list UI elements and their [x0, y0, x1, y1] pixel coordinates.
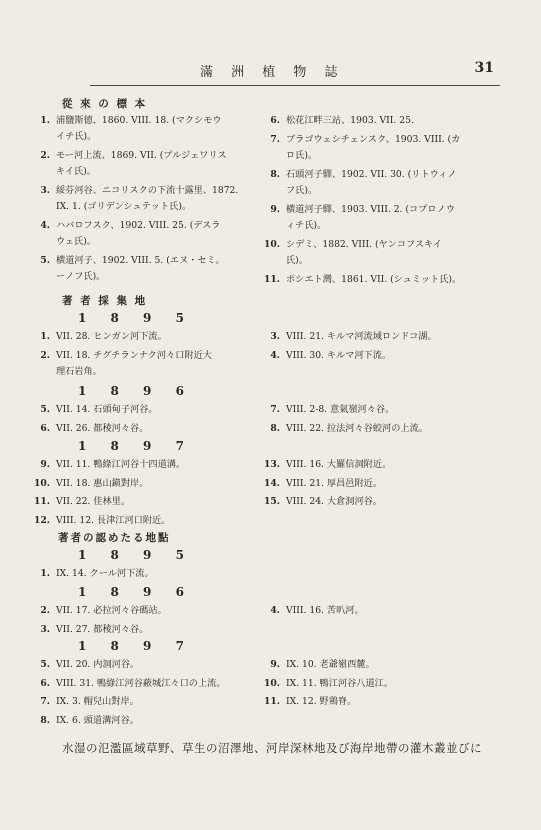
- item-text: VII. 14. 石頭甸子河谷。: [56, 404, 158, 415]
- item-text-continued: 理石岩角。: [56, 365, 102, 377]
- list-item: [32, 676, 226, 692]
- item-text: VII. 18. 惠山鎭對岸。: [56, 477, 149, 489]
- item-text: VII. 26. 都稜河々谷。: [56, 422, 149, 434]
- running-header: [90, 55, 500, 86]
- item-text: IX. 3. 帽兒山對岸。: [56, 696, 139, 707]
- list-item: [32, 622, 148, 638]
- item-text: IX. 12. 野鶏脊。: [286, 696, 357, 707]
- item-number: 10.: [264, 677, 280, 689]
- item-text: モー河上流、1869. VII. (プルジェワリス: [56, 150, 227, 161]
- item-number: 2.: [40, 605, 50, 616]
- item-text: 石頭河子驛、1902. VII. 30. (リトウィノ: [286, 168, 457, 180]
- item-number: 3.: [40, 185, 50, 196]
- item-text: 浦鹽斯德、1860. VIII. 18. (マクシモウ: [56, 115, 222, 126]
- list-item: [32, 148, 227, 180]
- item-text: VIII. 31. 鴨綠江河谷蔽城江々口の上流。: [56, 677, 226, 689]
- item-text-continued: ウェ氏)。: [56, 236, 96, 247]
- list-item: [32, 421, 148, 437]
- item-number: 10.: [264, 238, 280, 250]
- item-text: VII. 22. 佳林里。: [56, 496, 131, 507]
- year-1895-observed: 1 8 9 5: [78, 548, 194, 562]
- item-text: VIII. 16. 大羅信洞附近。: [286, 459, 392, 470]
- item-number: 3.: [270, 331, 280, 342]
- item-text: シデミ、1882. VIII. (ヤンコフスキイ: [286, 238, 443, 250]
- item-number: 2.: [40, 349, 50, 361]
- item-text: VIII. 21. 厚昌邑附近。: [286, 477, 383, 489]
- list-item: [32, 657, 139, 673]
- item-text-continued: 氏)。: [286, 254, 308, 266]
- list-item: [32, 566, 154, 582]
- item-number: 1.: [40, 331, 50, 342]
- item-number: 3.: [40, 623, 50, 635]
- item-number: 5.: [40, 659, 50, 670]
- item-text-continued: フ氏)。: [286, 184, 318, 196]
- list-item: [262, 402, 394, 418]
- item-number: 11.: [34, 496, 50, 507]
- item-text-continued: イチ氏)。: [56, 131, 97, 142]
- list-item: [32, 476, 148, 492]
- item-number: 9.: [270, 659, 280, 670]
- item-number: 7.: [270, 133, 280, 145]
- item-number: 11.: [264, 273, 280, 285]
- list-item: [262, 132, 460, 164]
- header-title: 滿 洲 植 物 誌: [200, 65, 345, 80]
- item-text: VIII. 22. 拉法河々谷蛟河の上流。: [286, 422, 428, 434]
- item-number: 1.: [40, 568, 50, 579]
- item-text: VIII. 24. 大倉洞河谷。: [286, 496, 383, 507]
- list-item: [32, 713, 139, 729]
- list-item: [32, 457, 185, 473]
- year-1897: 1 8 9 7: [78, 439, 194, 453]
- list-item: [32, 113, 222, 145]
- item-text: ポシエト灣、1861. VII. (シュミット氏)。: [286, 273, 462, 285]
- item-text: VII. 17. 必拉河々谷碼站。: [56, 605, 167, 616]
- list-item: [32, 694, 139, 710]
- item-text: 綏芬河谷、ニコリスクの下流十露里、1872.: [56, 185, 239, 196]
- item-text-continued: キイ氏)。: [56, 166, 96, 177]
- item-text: 横道河子驛、1903. VIII. 2. (コプロノウ: [286, 203, 455, 215]
- section-heading-collected: 著 者 採 集 地: [62, 295, 148, 307]
- item-text: VII. 27. 都稜河々谷。: [56, 623, 149, 635]
- list-item: [262, 603, 364, 619]
- item-number: 1.: [40, 115, 50, 126]
- item-number: 12.: [34, 514, 50, 526]
- list-item: [32, 603, 167, 619]
- item-number: 6.: [270, 115, 280, 126]
- item-text: VII. 18. チグチランナク河々口附近大: [56, 349, 212, 361]
- list-item: [32, 183, 238, 215]
- list-item: [262, 676, 393, 692]
- item-number: 10.: [34, 477, 50, 489]
- item-text: VII. 11. 鴨綠江河谷十四道溝。: [56, 459, 186, 470]
- year-1895: 1 8 9 5: [78, 311, 194, 325]
- item-number: 5.: [40, 404, 50, 415]
- list-item: [262, 202, 455, 234]
- item-number: 2.: [40, 150, 50, 161]
- list-item: [32, 402, 158, 418]
- item-number: 9.: [40, 459, 50, 470]
- list-item: [32, 329, 167, 345]
- item-text: VIII. 12. 長津江河口附近。: [56, 514, 171, 526]
- list-item: [262, 494, 382, 510]
- body-text-line: 水湿の氾濫區域草野、草生の沼澤地、河岸深林地及び海岸地帶の灌木叢並びに: [62, 741, 482, 755]
- item-text: VII. 28. ヒンガン河下流。: [56, 331, 167, 342]
- item-number: 8.: [270, 422, 280, 434]
- list-item: [32, 218, 220, 250]
- page-number: 31: [474, 60, 494, 76]
- item-number: 14.: [264, 477, 280, 489]
- item-text-continued: ィチ氏)。: [286, 219, 327, 231]
- year-1897-observed: 1 8 9 7: [78, 639, 194, 653]
- item-text: IX. 14. クール河下流。: [56, 568, 154, 579]
- list-item: [262, 348, 391, 364]
- item-number: 4.: [40, 220, 50, 231]
- item-text: IX. 6. 頭道溝河谷。: [56, 714, 139, 726]
- item-number: 9.: [270, 203, 280, 215]
- item-number: 6.: [40, 677, 50, 689]
- list-item: [32, 348, 212, 380]
- list-item: [262, 167, 457, 199]
- list-item: [262, 476, 382, 492]
- item-text: 松花江畔三站、1903. VII. 25.: [286, 115, 414, 126]
- item-number: 8.: [40, 714, 50, 726]
- list-item: [262, 113, 414, 129]
- item-text: IX. 10. 老爺嶺西麓。: [286, 659, 375, 670]
- year-1896-observed: 1 8 9 6: [78, 585, 194, 599]
- item-text: ハバロフスク、1902. VIII. 25. (デスラ: [56, 220, 221, 231]
- item-text-continued: IX. 1. (ゴリデンシュテット氏)。: [56, 201, 192, 212]
- item-text: IX. 11. 鴨江河谷八道江。: [286, 677, 394, 689]
- item-number: 7.: [40, 696, 50, 707]
- item-number: 7.: [270, 404, 280, 415]
- item-text-continued: ロ氏)。: [286, 149, 318, 161]
- item-text: VIII. 2-8. 意氣嶺河々谷。: [286, 404, 395, 415]
- item-number: 11.: [264, 696, 280, 707]
- list-item: [262, 237, 442, 269]
- item-text: VIII. 21. キルマ河流域ロンドコ湖。: [286, 331, 437, 342]
- item-text: 横道河子、1902. VIII. 5. (エヌ・セミ。: [56, 255, 225, 266]
- item-text: VIII. 30. キルマ河下流。: [286, 349, 392, 361]
- section-heading-traditional: 從 來 の 標 本: [62, 98, 148, 110]
- item-number: 13.: [264, 459, 280, 470]
- list-item: [262, 694, 356, 710]
- list-item: [262, 272, 461, 288]
- list-item: [32, 494, 130, 510]
- list-item: [32, 513, 170, 529]
- year-1896: 1 8 9 6: [78, 384, 194, 398]
- list-item: [262, 329, 437, 345]
- list-item: [262, 421, 428, 437]
- item-text: ブラゴウェシチェンスク、1903. VIII. (カ: [286, 133, 461, 145]
- item-text: VII. 20. 内洞河谷。: [56, 659, 140, 670]
- list-item: [262, 657, 375, 673]
- item-text: VIII. 16. 苦叭河。: [286, 605, 364, 616]
- list-item: [32, 253, 225, 285]
- item-number: 8.: [270, 168, 280, 180]
- item-number: 4.: [270, 349, 280, 361]
- item-number: 15.: [264, 496, 280, 507]
- list-item: [262, 457, 391, 473]
- section-heading-observed: 著者の認めたる地點: [58, 532, 171, 544]
- item-text-continued: ーノフ氏)。: [56, 271, 106, 282]
- item-number: 4.: [270, 605, 280, 616]
- item-number: 6.: [40, 422, 50, 434]
- item-number: 5.: [40, 255, 50, 266]
